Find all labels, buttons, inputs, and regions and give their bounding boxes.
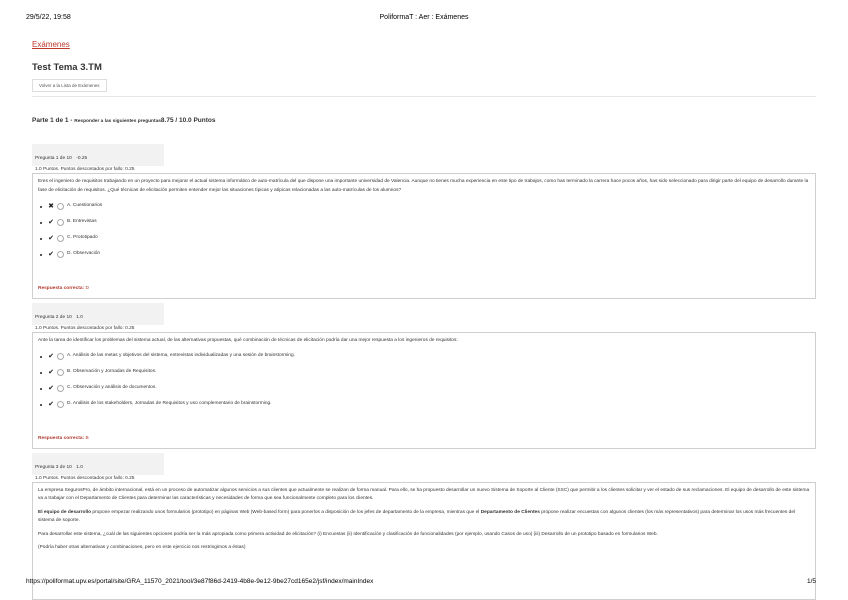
part-instruction: Responder a las siguientes preguntas bbox=[74, 119, 161, 124]
correct-answer-value: B bbox=[85, 436, 89, 441]
correct-answer bbox=[38, 285, 810, 294]
check-icon: ✔ bbox=[48, 384, 54, 392]
check-icon: ✔ bbox=[48, 352, 54, 360]
divider bbox=[32, 96, 816, 97]
radio-button[interactable] bbox=[57, 353, 64, 360]
correct-answer-value: D bbox=[85, 286, 89, 291]
bullet bbox=[40, 388, 42, 390]
question-number: Pregunta 2 de 10 bbox=[35, 314, 72, 320]
question-body bbox=[32, 332, 816, 449]
bullet bbox=[40, 206, 42, 208]
correct-answer-label: Respuesta correcta: bbox=[38, 436, 85, 441]
option-label: C. Observación y análisis de documentos. bbox=[67, 385, 157, 391]
question-points: 1.0 Puntos. Puntos descontados por fallo: 0.25 bbox=[35, 325, 135, 331]
radio-button[interactable] bbox=[57, 385, 64, 392]
option-label: A. Análisis de las metas y objetivos del sistema, entrevistas individualizadas y una sesión de brainstorming. bbox=[67, 353, 295, 359]
option-a bbox=[38, 352, 810, 361]
option-b bbox=[38, 218, 810, 227]
part-score: 8.75 / 10.0 Puntos bbox=[160, 117, 216, 124]
question-score: 1.0 bbox=[76, 314, 83, 320]
option-label: D. Análisis de los stakeholders, Jornadas de Requisitos y uso complementario de brainstorming. bbox=[67, 401, 272, 407]
check-icon: ✔ bbox=[48, 368, 54, 376]
radio-button[interactable] bbox=[57, 369, 64, 376]
option-label: C. Prototipado bbox=[67, 235, 98, 241]
check-icon: ✔ bbox=[48, 250, 54, 258]
bullet bbox=[40, 356, 42, 358]
print-url: https://poliformat.upv.es/portal/site/GRA_11570_2021/tool/3e87f86d-2419-4b8e-9e12-9be27cd165e2/jsf/index/mainIndex bbox=[26, 578, 374, 585]
question-points: 1.0 Puntos. Puntos descontados por fallo: 0.25 bbox=[35, 475, 135, 481]
bullet bbox=[40, 404, 42, 406]
question-header bbox=[32, 144, 164, 166]
question-paragraph bbox=[38, 509, 810, 526]
correct-answer bbox=[38, 435, 810, 444]
option-c bbox=[38, 384, 810, 393]
question-number: Pregunta 1 de 10 bbox=[35, 156, 72, 161]
option-label: A. Cuestionarios bbox=[67, 203, 103, 209]
question-text: Ante la tarea de identificar los problemas del sistema actual, de las alternativas propuestas, qué combinación de técnicas de elicitación podría dar una mejor respuesta a los ingenieros de requisitos: bbox=[38, 337, 458, 343]
bullet bbox=[40, 222, 42, 224]
option-c bbox=[38, 234, 810, 243]
option-d bbox=[38, 400, 810, 409]
question-2 bbox=[32, 303, 816, 449]
question-score: 1.0 bbox=[76, 464, 83, 470]
question-paragraph: La empresa SegurosPro, de ámbito internacional, está en un proceso de automatizar algunos servicios a sus clientes que actualmente se realizan de forma manual. Para ello, se ha propuesto desarrollar un nuevo Sistema de Soporte al Cliente (SSC) que permitir a los clientes solicitar y ver el estado de sus reclamaciones. El equipo de desarrollo de este sistema va a trabajar con el Departamento de Clientes para determinar las características y necesidades de forma que sea funcionalmente completo para los clientes. bbox=[38, 487, 810, 501]
back-to-list-button[interactable]: Volver a la Lista de Exámenes bbox=[32, 79, 107, 92]
question-paragraph: Para desarrollar este sistema, ¿cuál de las siguientes opciones podría ser la más apropiada como primera actividad de elicitación? (i) Encuestas (ii) Identificación y clasificación de funcionalidades (por ejemplo, usando Casos de uso) (iii) Desarrollo de un prototipo basado en formularios Web. bbox=[38, 531, 658, 537]
option-d bbox=[38, 250, 810, 259]
incorrect-icon: ✖ bbox=[48, 202, 54, 210]
main-content bbox=[32, 34, 816, 600]
radio-button[interactable] bbox=[57, 251, 64, 258]
option-label: B. Observación y Jornadas de Requisitos. bbox=[67, 369, 157, 375]
question-points: 1.0 Puntos. Puntos descontados por fallo: 0.25 bbox=[35, 167, 135, 172]
part-heading bbox=[32, 117, 816, 124]
question-header bbox=[32, 303, 164, 325]
question-number: Pregunta 3 de 10 bbox=[35, 464, 72, 470]
radio-button[interactable] bbox=[57, 401, 64, 408]
test-title: Test Tema 3.TM bbox=[32, 62, 102, 73]
question-paragraph: (Podría haber otras alternativas y combinaciones, pero en este ejercicio nos restringimos a éstas) bbox=[38, 545, 246, 550]
bullet bbox=[40, 238, 42, 240]
question-score: -0.25 bbox=[76, 156, 88, 161]
paragraph-text: propone realizar encuestas con algunos clientes (los más representativos) para determinar los usos más frecuentes del sistema de soporte. bbox=[38, 509, 796, 523]
option-label: D. Observación bbox=[67, 251, 101, 257]
radio-button[interactable] bbox=[57, 235, 64, 242]
print-datetime: 29/5/22, 19:58 bbox=[26, 14, 71, 21]
question-text: Eres el ingeniero de requisitos trabajando en un proyecto para mejorar el actual sistema informático de auto-matrícula del que dispone una importante universidad de Valencia. Aunque no tienes mucha experiencia en este tipo de trabajos, como has terminado la carrera hace pocos años, has sido seleccionado para dirigir parte del equipo de desarrollo durante la fase de elicitación de requisitos. ¿Qué técnicas de elicitación permiten entender mejor las situaciones típicas y atípicas relacionadas a las auto-matrículas de los alumnos? bbox=[38, 179, 809, 193]
print-page-title: PoliformaT : Aer : Exámenes bbox=[379, 14, 469, 21]
check-icon: ✔ bbox=[48, 218, 54, 226]
radio-button[interactable] bbox=[57, 219, 64, 226]
check-icon: ✔ bbox=[48, 400, 54, 408]
exams-link[interactable]: Exámenes bbox=[32, 40, 70, 49]
bullet bbox=[40, 372, 42, 374]
part-label: Parte 1 de 1 - bbox=[32, 117, 73, 124]
question-header bbox=[32, 453, 164, 475]
check-icon: ✔ bbox=[48, 234, 54, 242]
emphasis: Departamento de Clientes bbox=[480, 509, 540, 515]
option-label: B. Entrevistas bbox=[67, 219, 97, 225]
bullet bbox=[40, 254, 42, 256]
option-a bbox=[38, 202, 810, 211]
question-body bbox=[32, 173, 816, 299]
emphasis: El equipo de desarrollo bbox=[38, 509, 92, 515]
print-page-number: 1/5 bbox=[806, 578, 816, 585]
radio-button[interactable] bbox=[57, 203, 64, 210]
question-1 bbox=[32, 144, 816, 299]
correct-answer-label: Respuesta correcta: bbox=[38, 286, 85, 291]
paragraph-text: propone empezar realizando unos formularios (prototipo) en páginas Web (Web-based form) para ponerlos a disposición de los jefes de departamento de la empresa, mientras que el bbox=[91, 509, 481, 515]
option-b bbox=[38, 368, 810, 377]
